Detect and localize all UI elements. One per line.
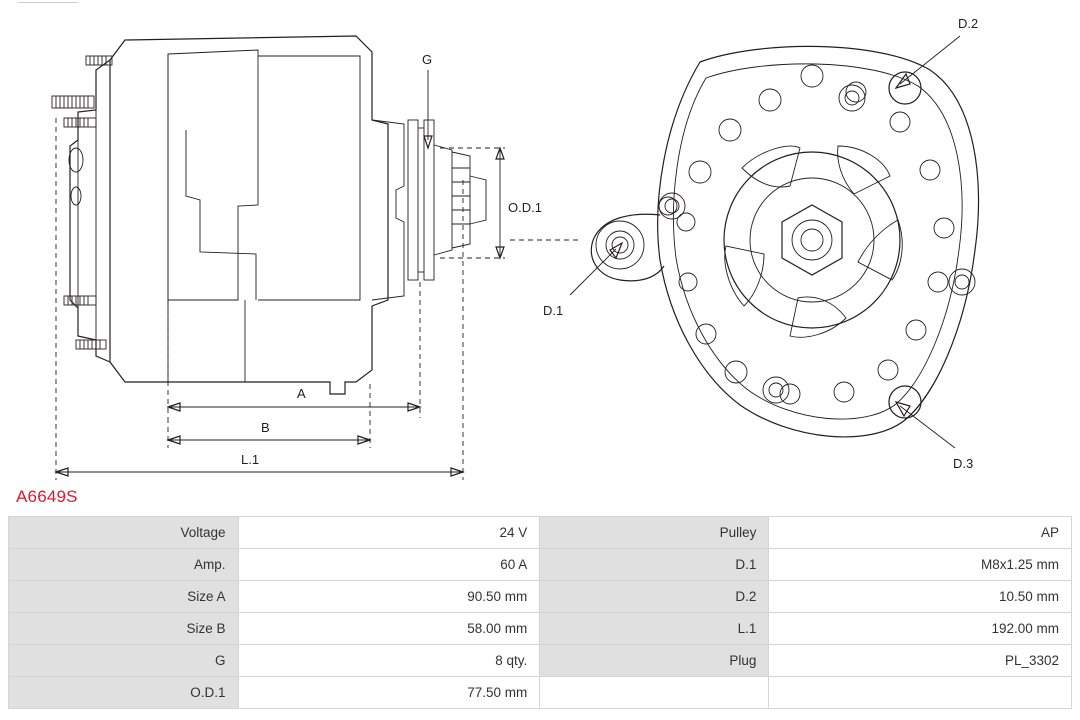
spec-value: 60 A	[238, 549, 540, 581]
spec-value: 8 qty.	[238, 645, 540, 677]
label-od1: O.D.1	[508, 200, 542, 215]
side-view-group	[52, 36, 580, 480]
spec-value: 58.00 mm	[238, 613, 540, 645]
spec-label: Amp.	[9, 549, 239, 581]
spec-value: AP	[769, 517, 1072, 549]
label-b: B	[261, 420, 270, 435]
spec-value: 192.00 mm	[769, 613, 1072, 645]
label-d2: D.2	[958, 16, 979, 31]
label-d3: D.3	[953, 456, 974, 471]
label-a: A	[297, 386, 306, 401]
spec-empty-cell	[769, 677, 1072, 709]
spec-label: O.D.1	[9, 677, 239, 709]
spec-value: PL_3302	[769, 645, 1072, 677]
table-row	[9, 581, 1072, 613]
table-row	[9, 517, 1072, 549]
specifications-table	[8, 516, 1072, 709]
spec-label: D.2	[540, 581, 769, 613]
spec-label: Size B	[9, 613, 239, 645]
table-row	[9, 677, 1072, 709]
label-g: G	[422, 52, 433, 67]
part-number: A6649S	[16, 487, 78, 506]
label-l1: L.1	[241, 452, 260, 467]
spec-label: Size A	[9, 581, 239, 613]
table-row	[9, 549, 1072, 581]
spec-value: 10.50 mm	[769, 581, 1072, 613]
spec-label: G	[9, 645, 239, 677]
spec-value: 24 V	[238, 517, 540, 549]
spec-value: M8x1.25 mm	[769, 549, 1072, 581]
spec-label: Pulley	[540, 517, 769, 549]
spec-empty-cell	[540, 677, 769, 709]
spec-value: 77.50 mm	[238, 677, 540, 709]
spec-label: Voltage	[9, 517, 239, 549]
table-row	[9, 645, 1072, 677]
spec-label: Plug	[540, 645, 769, 677]
table-row	[9, 613, 1072, 645]
label-d1: D.1	[543, 303, 564, 318]
front-view-group	[543, 16, 979, 471]
spec-label: D.1	[540, 549, 769, 581]
spec-value: 90.50 mm	[238, 581, 540, 613]
spec-label: L.1	[540, 613, 769, 645]
